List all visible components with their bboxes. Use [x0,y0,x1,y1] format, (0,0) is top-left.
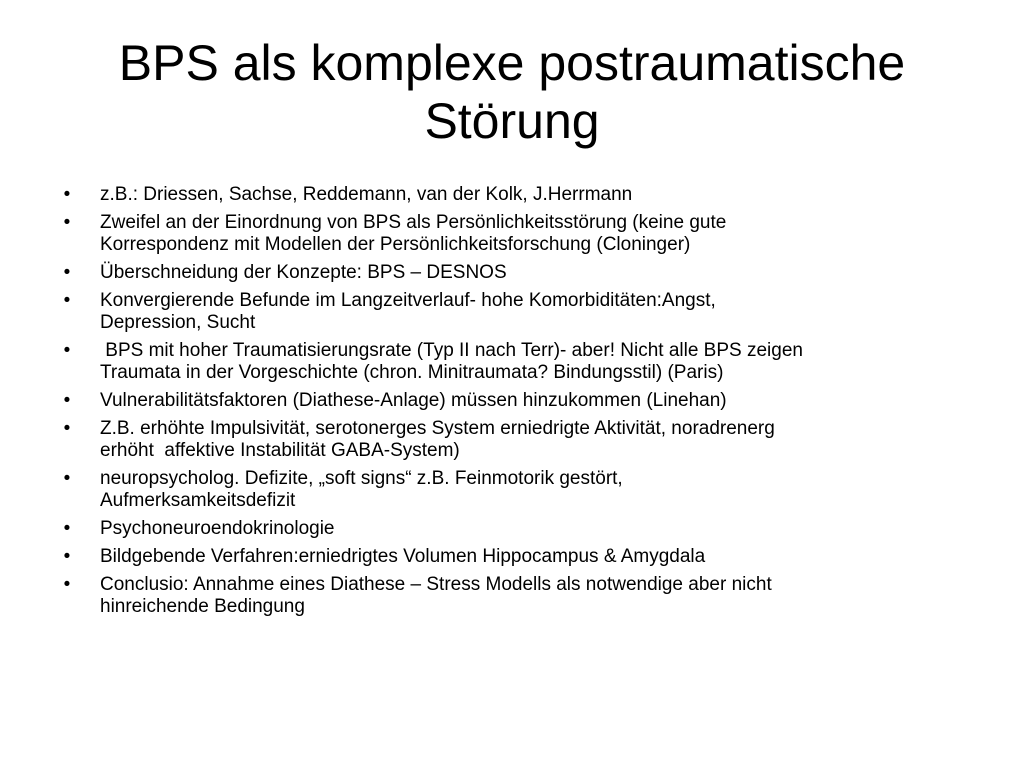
bullet-text-line: Zweifel an der Einordnung von BPS als Persönlichkeitsstörung (keine gute [100,212,727,233]
bullet-icon: • [63,518,71,539]
bullet-item [60,212,960,256]
bullet-text-line: Depression, Sucht [100,312,256,333]
bullet-text-line: neuropsycholog. Defizite, „soft signs“ z.B. Feinmotorik gestört, [100,468,623,489]
bullet-icon: • [63,340,71,361]
bullet-icon: • [63,574,71,595]
bullet-text-line: Traumata in der Vorgeschichte (chron. Minitraumata? Bindungsstil) (Paris) [100,362,724,383]
bullet-item [60,390,960,412]
bullet-icon: • [63,262,71,283]
bullet-text-line: Aufmerksamkeitsdefizit [100,490,296,511]
bullet-text-line: Z.B. erhöhte Impulsivität, serotonerges System erniedrigte Aktivität, noradrenerg [100,418,775,439]
bullet-icon: • [63,390,71,411]
bullet-text-line: Psychoneuroendokrinologie [100,518,335,539]
bullet-item [60,468,960,512]
bullet-icon: • [63,184,71,205]
bullet-icon: • [63,212,71,233]
bullet-item [60,418,960,462]
slide-title [40,34,984,150]
bullet-icon: • [63,290,71,311]
bullet-icon: • [63,546,71,567]
bullet-item [60,340,960,384]
bullet-text-line: erhöht affektive Instabilität GABA-System) [100,440,460,461]
bullet-item [60,574,960,618]
bullet-item [60,518,960,540]
bullet-list [60,184,960,624]
bullet-text-line: BPS mit hoher Traumatisierungsrate (Typ II nach Terr)- aber! Nicht alle BPS zeigen [100,340,803,361]
bullet-text-line: Korrespondenz mit Modellen der Persönlichkeitsforschung (Cloninger) [100,234,691,255]
bullet-text-line: hinreichende Bedingung [100,596,305,617]
bullet-text-line: Vulnerabilitätsfaktoren (Diathese-Anlage) müssen hinzukommen (Linehan) [100,390,727,411]
slide-title-line: BPS als komplexe postraumatische [118,35,906,91]
bullet-text-line: Bildgebende Verfahren:erniedrigtes Volumen Hippocampus & Amygdala [100,546,706,567]
bullet-icon: • [63,468,71,489]
bullet-item [60,290,960,334]
bullet-text-line: Conclusio: Annahme eines Diathese – Stress Modells als notwendige aber nicht [100,574,772,595]
bullet-text-line: Überschneidung der Konzepte: BPS – DESNOS [100,262,507,283]
bullet-text-line: Konvergierende Befunde im Langzeitverlauf- hohe Komorbiditäten:Angst, [100,290,716,311]
bullet-icon: • [63,418,71,439]
bullet-item [60,184,960,206]
slide-title-line: Störung [424,93,600,149]
bullet-text-line: z.B.: Driessen, Sachse, Reddemann, van der Kolk, J.Herrmann [100,184,633,205]
bullet-item [60,262,960,284]
bullet-item [60,546,960,568]
